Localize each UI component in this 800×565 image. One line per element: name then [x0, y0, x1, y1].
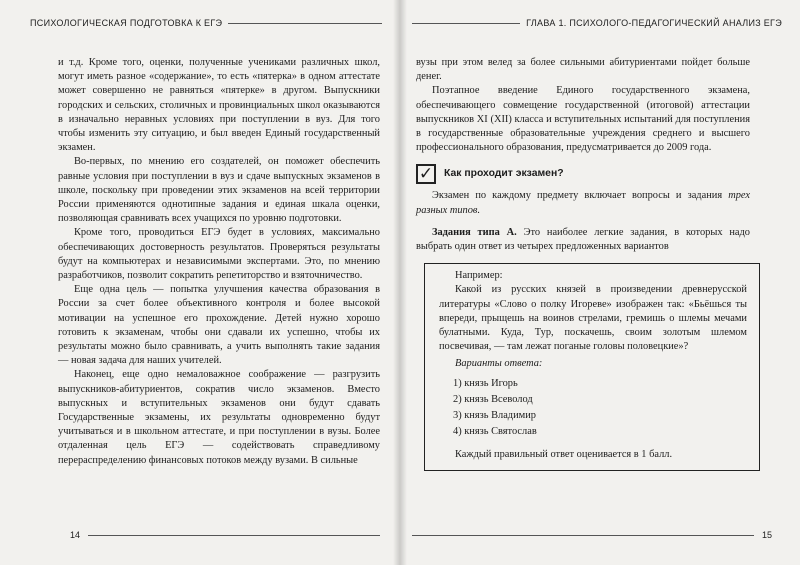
- answer-option: 4) князь Святослав: [453, 425, 537, 437]
- left-running-head-title: ПСИХОЛОГИЧЕСКАЯ ПОДГОТОВКА К ЕГЭ: [30, 18, 223, 28]
- footer-rule: [88, 535, 380, 536]
- header-rule: [412, 23, 520, 24]
- paragraph: [416, 226, 750, 254]
- paragraph: Кроме того, проводиться ЕГЭ будет в условиях, максимально обеспечивающих достоверность результатов. Проверяться результаты будут на компьютерах и независимыми экспертами. Это, по мнению разработчиков, позволит сократить репетиторство и взяточничество.: [58, 227, 380, 282]
- paragraph: Поэтапное введение Единого государственного экзамена, обеспечивающего совмещение государственной (итоговой) аттестации выпускников XI (XII) класса и вступительных испытаний для поступления в государственные образовательные учреждения среднего и высшего профессионального образования, предусматривается до 2009 года.: [416, 85, 750, 154]
- footer-rule: [412, 535, 754, 536]
- answer-option: 3) князь Владимир: [453, 409, 536, 421]
- left-page-number: 14: [70, 530, 81, 540]
- paragraph: Во-первых, по мнению его создателей, он поможет обеспечить равные условия при поступлении в вуз и сдаче выпускных экзаменов в школе, поскольку при проведении этих экзаменов на всей территории России применяются однотипные задания и единая шкала оценки, позволяющая сравнивать всех учащихся по уровню подготовки.: [58, 156, 380, 225]
- section-heading-text: Как проходит экзамен?: [444, 168, 564, 180]
- left-footer: [70, 528, 380, 542]
- scoring-note: Каждый правильный ответ оценивается в 1 балл.: [455, 448, 673, 460]
- header-rule: [228, 23, 382, 24]
- right-page: [400, 0, 800, 565]
- example-question: Какой из русских князей в произведении древнерусской литературы «Слово о полку Игореве» изображен так: «Бьёшься ты впереди, прыщешь на воинов стрелами, гремишь о шлемы мечами булатными. Куда, Тур, поскачешь, своим золотым шлемом посвечивая, — там лежат поганые головы половецкие»?: [439, 284, 747, 353]
- example-box: [424, 263, 760, 471]
- paragraph: Еще одна цель — попытка улучшения качества образования в России за счет более объективного контроля и более высокой мотивации на успешное его прохождение. Детей нужно хорошо готовить к экзаменам, чтобы они сдавали их успешно, чтобы их результаты можно было сравнивать, а учить выполнять такие задания — новая задача для наших учителей.: [58, 284, 380, 367]
- answer-options-list: [439, 376, 747, 440]
- example-title: Например:: [455, 270, 503, 282]
- answer-options-label: Варианты ответа:: [455, 358, 543, 370]
- answer-option: 2) князь Всеволод: [453, 393, 533, 405]
- left-running-head: [30, 15, 382, 31]
- paragraph: вузы при этом велед за более сильными абитуриентами пойдет больше денег.: [416, 57, 750, 83]
- left-text-column: [58, 56, 380, 468]
- right-text-column: [416, 56, 750, 471]
- right-running-head: [412, 15, 782, 31]
- right-running-head-title: ГЛАВА 1. ПСИХОЛОГО-ПЕДАГОГИЧЕСКИЙ АНАЛИЗ ЕГЭ: [526, 18, 782, 28]
- paragraph: [416, 189, 750, 217]
- italic-emphasis: трех разных типов.: [416, 190, 750, 216]
- checkbox-check-icon: ✓: [416, 164, 436, 184]
- answer-option: 1) князь Игорь: [453, 377, 518, 389]
- section-heading: [416, 164, 750, 184]
- task-type-label: Задания типа А.: [432, 226, 517, 238]
- paragraph-text: Экзамен по каждому предмету включает вопросы и задания: [432, 190, 729, 202]
- right-footer: [412, 528, 772, 542]
- paragraph: и т.д. Кроме того, оценки, полученные учениками различных школ, могут иметь разное «содержание», то есть «пятерка» в одном аттестате может совершенно не равняться «пятерке» в другом. Выпускники городских и сельских, столичных и провинциальных школ оказываются в изначально неравных условиях при поступлении в вуз. Для того чтобы изменить эту ситуацию, и был введен Единый государственный экзамен.: [58, 57, 380, 154]
- right-page-number: 15: [761, 530, 772, 540]
- paragraph-text: Это наиболее легкие задания, в которых надо выбрать один ответ из четырех предложенных вариантов: [416, 226, 751, 253]
- paragraph: Наконец, еще одно немаловажное соображение — разгрузить выпускников-абитуриентов, сократив число экзаменов. Вместо выпускных и вступительных экзаменов они будут сдавать Государственные экзамены, их результаты одновременно будут учитываться и в школьном аттестате, и при поступлении в вузы. Более отдаленная цель ЕГЭ — содействовать справедливому перераспределению финансовых потоков между вузами. В сильные: [58, 369, 380, 466]
